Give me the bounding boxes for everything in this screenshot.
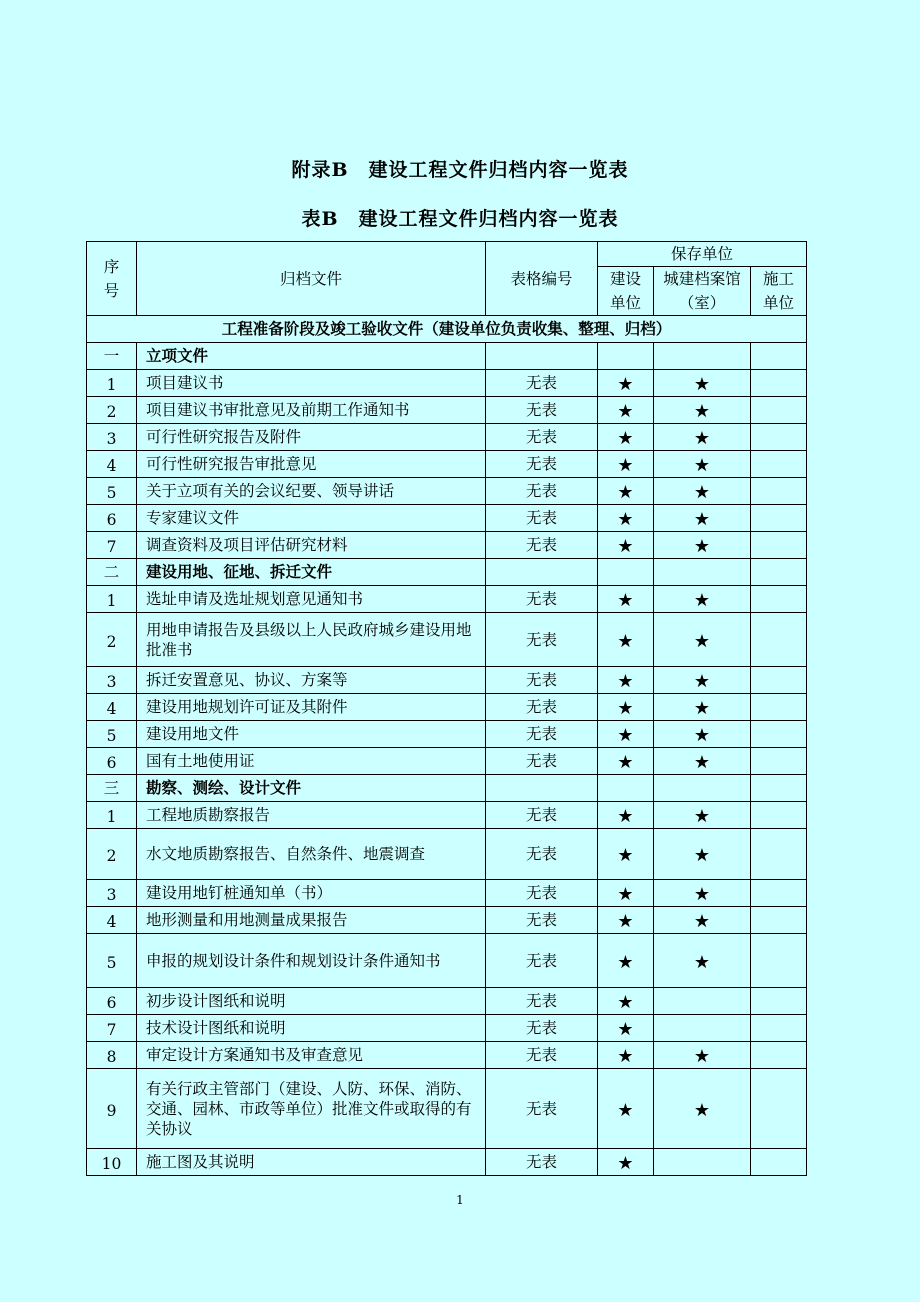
form-number: 无表 — [486, 880, 598, 907]
group-name: 立项文件 — [137, 343, 486, 370]
archive-star-icon: ★ — [693, 884, 711, 905]
file-name: 可行性研究报告及附件 — [137, 424, 486, 451]
group-row — [87, 775, 807, 802]
build-unit-star-icon: ★ — [617, 951, 634, 973]
form-number: 无表 — [486, 907, 598, 934]
form-number: 无表 — [486, 721, 598, 748]
build-unit-star-icon: ★ — [617, 671, 634, 692]
table-row — [87, 802, 807, 829]
header-file: 归档文件 — [137, 242, 486, 316]
row-number: 3 — [87, 424, 137, 451]
file-name: 调查资料及项目评估研究材料 — [137, 532, 486, 559]
empty-cell — [654, 775, 751, 802]
archive-star-icon: ★ — [693, 428, 711, 449]
empty-cell — [654, 559, 751, 586]
archive-star-icon: ★ — [693, 806, 711, 827]
table-row — [87, 397, 807, 424]
archive-star-icon: ★ — [693, 951, 711, 973]
archive-star-icon: ★ — [693, 509, 711, 530]
archive-star-icon: ★ — [693, 374, 711, 395]
empty-cell — [486, 343, 598, 370]
file-name: 可行性研究报告审批意见 — [137, 451, 486, 478]
archive-star-icon: ★ — [693, 698, 711, 719]
archive-star-icon: ★ — [693, 590, 711, 611]
row-number: 2 — [87, 397, 137, 424]
empty-cell — [486, 775, 598, 802]
row-number: 5 — [87, 934, 137, 988]
table-row — [87, 721, 807, 748]
build-unit-star-icon: ★ — [617, 428, 634, 449]
table-row — [87, 613, 807, 667]
form-number: 无表 — [486, 694, 598, 721]
form-number: 无表 — [486, 397, 598, 424]
build-unit-star-icon: ★ — [617, 911, 634, 932]
file-name: 项目建议书 — [137, 370, 486, 397]
archive-star-icon: ★ — [693, 671, 711, 692]
group-row — [87, 343, 807, 370]
row-number: 4 — [87, 907, 137, 934]
empty-cell — [751, 343, 807, 370]
group-name: 勘察、测绘、设计文件 — [137, 775, 486, 802]
form-number: 无表 — [486, 1149, 598, 1176]
form-number: 无表 — [486, 532, 598, 559]
group-name: 建设用地、征地、拆迁文件 — [137, 559, 486, 586]
build-unit-star-icon: ★ — [617, 455, 634, 476]
archive-star-icon: ★ — [693, 725, 711, 746]
archive-star-icon: ★ — [693, 752, 711, 773]
header-form-no: 表格编号 — [486, 242, 598, 316]
row-number: 1 — [87, 802, 137, 829]
group-row — [87, 559, 807, 586]
form-number: 无表 — [486, 505, 598, 532]
archive-star-icon: ★ — [693, 536, 711, 557]
archive-star-icon: ★ — [693, 482, 711, 503]
build-unit-star-icon: ★ — [617, 752, 634, 773]
header-construct-unit: 施工单位 — [751, 267, 807, 316]
build-unit-star-icon: ★ — [617, 1153, 634, 1174]
file-name: 有关行政主管部门（建设、人防、环保、消防、交通、园林、市政等单位）批准文件或取得的有关协议 — [137, 1069, 486, 1149]
build-unit-star-icon: ★ — [617, 1019, 634, 1040]
build-unit-star-icon: ★ — [617, 536, 634, 557]
file-name: 地形测量和用地测量成果报告 — [137, 907, 486, 934]
row-number: 4 — [87, 694, 137, 721]
table-row — [87, 586, 807, 613]
table-row — [87, 1015, 807, 1042]
table-row — [87, 1069, 807, 1149]
form-number: 无表 — [486, 478, 598, 505]
row-number: 10 — [87, 1149, 137, 1176]
build-unit-star-icon: ★ — [617, 992, 634, 1013]
file-name: 初步设计图纸和说明 — [137, 988, 486, 1015]
build-unit-star-icon: ★ — [617, 509, 634, 530]
form-number: 无表 — [486, 1042, 598, 1069]
archive-star-icon: ★ — [693, 455, 711, 476]
row-number: 8 — [87, 1042, 137, 1069]
build-unit-star-icon: ★ — [617, 482, 634, 503]
archive-star-icon: ★ — [693, 630, 711, 652]
form-number: 无表 — [486, 1069, 598, 1149]
form-number: 无表 — [486, 451, 598, 478]
archive-star-icon: ★ — [693, 845, 711, 866]
row-number: 5 — [87, 478, 137, 505]
table-row — [87, 829, 807, 880]
row-number: 3 — [87, 667, 137, 694]
file-name: 专家建议文件 — [137, 505, 486, 532]
empty-cell — [598, 775, 654, 802]
appendix-title: 附录B 建设工程文件归档内容一览表 — [291, 159, 629, 181]
form-number: 无表 — [486, 667, 598, 694]
file-name: 审定设计方案通知书及审查意见 — [137, 1042, 486, 1069]
archive-star-icon: ★ — [693, 401, 711, 422]
file-name: 建设用地文件 — [137, 721, 486, 748]
archive-table — [86, 241, 807, 1176]
form-number: 无表 — [486, 586, 598, 613]
file-name: 技术设计图纸和说明 — [137, 1015, 486, 1042]
table-row — [87, 1042, 807, 1069]
row-number: 6 — [87, 988, 137, 1015]
row-number: 1 — [87, 586, 137, 613]
archive-star-icon: ★ — [693, 1046, 711, 1067]
page-number: 1 — [456, 1193, 464, 1207]
build-unit-star-icon: ★ — [617, 1046, 634, 1067]
table-row — [87, 478, 807, 505]
build-unit-star-icon: ★ — [617, 698, 634, 719]
form-number: 无表 — [486, 613, 598, 667]
table-row — [87, 1149, 807, 1176]
group-number: 一 — [87, 343, 137, 370]
group-number: 二 — [87, 559, 137, 586]
row-number: 1 — [87, 370, 137, 397]
form-number: 无表 — [486, 748, 598, 775]
archive-star-icon: ★ — [693, 911, 711, 932]
file-name: 施工图及其说明 — [137, 1149, 486, 1176]
row-number: 5 — [87, 721, 137, 748]
form-number: 无表 — [486, 988, 598, 1015]
file-name: 选址申请及选址规划意见通知书 — [137, 586, 486, 613]
table-row — [87, 934, 807, 988]
table-row — [87, 880, 807, 907]
row-number: 4 — [87, 451, 137, 478]
file-name: 国有土地使用证 — [137, 748, 486, 775]
build-unit-star-icon: ★ — [617, 590, 634, 611]
archive-star-icon: ★ — [693, 1099, 711, 1121]
row-number: 2 — [87, 613, 137, 667]
empty-cell — [598, 559, 654, 586]
empty-cell — [751, 559, 807, 586]
header-keep-unit: 保存单位 — [598, 242, 807, 267]
empty-cell — [751, 775, 807, 802]
file-name: 工程地质勘察报告 — [137, 802, 486, 829]
build-unit-star-icon: ★ — [617, 1099, 634, 1121]
build-unit-star-icon: ★ — [617, 725, 634, 746]
build-unit-star-icon: ★ — [617, 374, 634, 395]
empty-cell — [654, 343, 751, 370]
form-number: 无表 — [486, 370, 598, 397]
file-name: 拆迁安置意见、协议、方案等 — [137, 667, 486, 694]
row-number: 3 — [87, 880, 137, 907]
header-build-unit: 建设单位 — [598, 267, 654, 316]
row-number: 7 — [87, 532, 137, 559]
row-number: 2 — [87, 829, 137, 880]
form-number: 无表 — [486, 1015, 598, 1042]
table-row — [87, 451, 807, 478]
empty-cell — [598, 343, 654, 370]
file-name: 申报的规划设计条件和规划设计条件通知书 — [137, 934, 486, 988]
table-row — [87, 370, 807, 397]
file-name: 建设用地规划许可证及其附件 — [137, 694, 486, 721]
table-row — [87, 505, 807, 532]
empty-cell — [486, 559, 598, 586]
build-unit-star-icon: ★ — [617, 806, 634, 827]
build-unit-star-icon: ★ — [617, 845, 634, 866]
file-name: 建设用地钉桩通知单（书） — [137, 880, 486, 907]
form-number: 无表 — [486, 829, 598, 880]
section-title: 工程准备阶段及竣工验收文件（建设单位负责收集、整理、归档） — [87, 316, 807, 343]
table-row — [87, 988, 807, 1015]
file-name: 关于立项有关的会议纪要、领导讲话 — [137, 478, 486, 505]
group-number: 三 — [87, 775, 137, 802]
table-row — [87, 424, 807, 451]
build-unit-star-icon: ★ — [617, 630, 634, 652]
table-row — [87, 694, 807, 721]
header-seq: 序号 — [87, 242, 137, 316]
table-title: 表B 建设工程文件归档内容一览表 — [301, 208, 619, 230]
file-name: 项目建议书审批意见及前期工作通知书 — [137, 397, 486, 424]
row-number: 7 — [87, 1015, 137, 1042]
file-name: 水文地质勘察报告、自然条件、地震调查 — [137, 829, 486, 880]
form-number: 无表 — [486, 802, 598, 829]
row-number: 6 — [87, 748, 137, 775]
form-number: 无表 — [486, 424, 598, 451]
table-row — [87, 532, 807, 559]
build-unit-star-icon: ★ — [617, 401, 634, 422]
row-number: 9 — [87, 1069, 137, 1149]
form-number: 无表 — [486, 934, 598, 988]
build-unit-star-icon: ★ — [617, 884, 634, 905]
table-row — [87, 667, 807, 694]
header-archive: 城建档案馆（室） — [654, 267, 751, 316]
row-number: 6 — [87, 505, 137, 532]
file-name: 用地申请报告及县级以上人民政府城乡建设用地批准书 — [137, 613, 486, 667]
table-row — [87, 748, 807, 775]
table-row — [87, 907, 807, 934]
